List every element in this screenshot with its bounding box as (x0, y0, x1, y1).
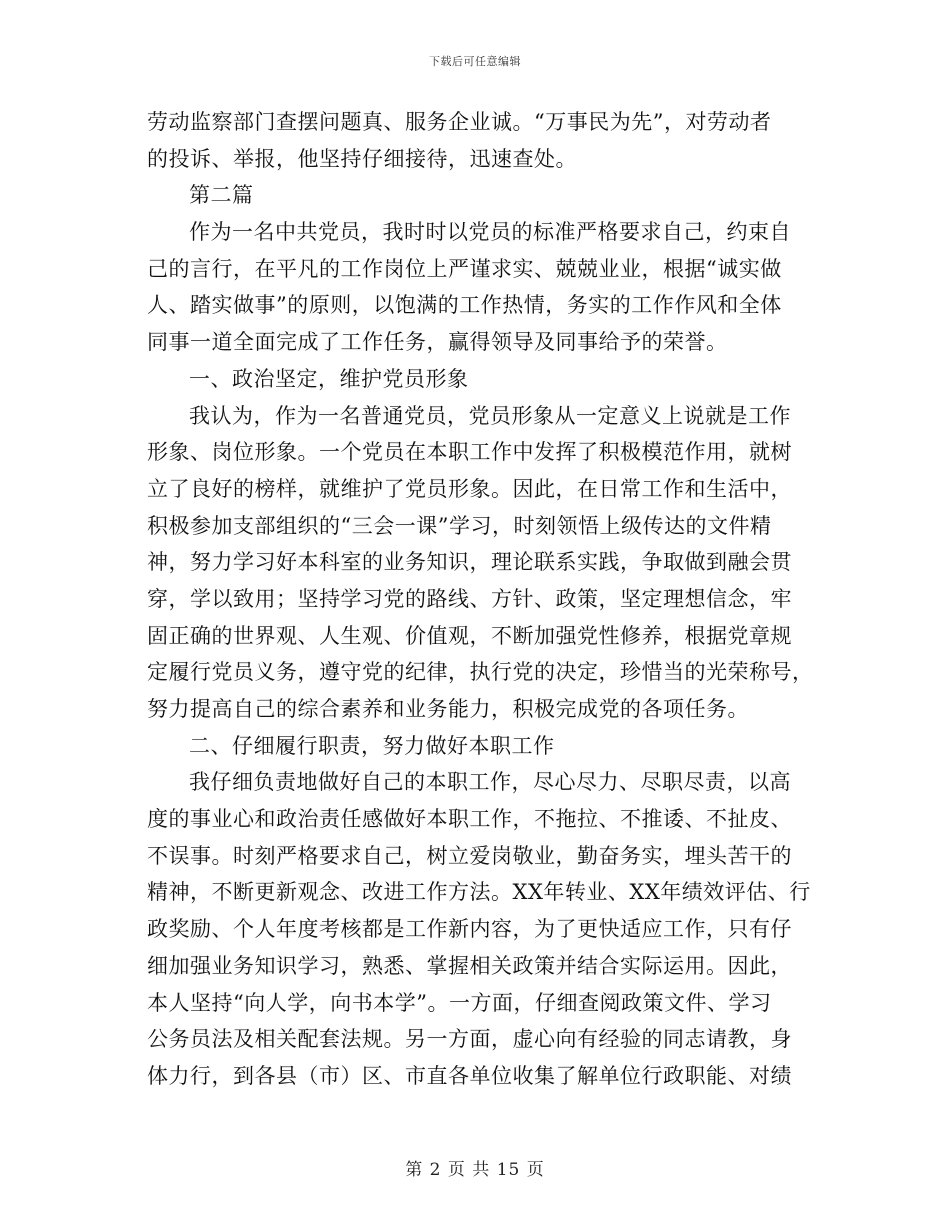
text-line: 细加强业务知识学习，熟悉、掌握相关政策并结合实际运用。因此， (147, 953, 792, 978)
text-line: 穿，学以致用；坚持学习党的路线、方针、政策，坚定理想信念，牢 (147, 586, 792, 611)
text-line: 的投诉、举报，他坚持仔细接待，迅速查处。 (147, 146, 577, 171)
text-line: 二、仔细履行职责，努力做好本职工作 (189, 733, 555, 758)
text-line: 努力提高自己的综合素养和业务能力，积极完成党的各项任务。 (147, 697, 749, 721)
text-line: 我仔细负责地做好自己的本职工作，尽心尽力、尽职尽责，以高 (189, 770, 791, 795)
text-line: 劳动监察部门查摆问题真、服务企业诚。“万事民为先”，对劳动者 (147, 110, 772, 134)
text-line: 度的事业心和政治责任感做好本职工作，不拖拉、不推诿、不扯皮、 (147, 807, 792, 832)
text-line: 作为一名中共党员，我时时以党员的标准严格要求自己，约束自 (189, 220, 791, 245)
text-line: 我认为，作为一名普通党员，党员形象从一定意义上说就是工作 (189, 403, 791, 428)
page-number-footer: 第 2 页 共 15 页 (405, 1160, 545, 1180)
document-body (147, 104, 814, 1095)
text-line: 定履行党员义务，遵守党的纪律，执行党的决定，珍惜当的光荣称号， (147, 660, 814, 685)
text-line: 立了良好的榜样，就维护了党员形象。因此，在日常工作和生活中， (147, 476, 792, 501)
text-line: 固正确的世界观、人生观、价值观，不断加强党性修养，根据党章规 (147, 623, 792, 648)
text-line: 精神，不断更新观念、改进工作方法。XX年转业、XX年绩效评估、行 (147, 880, 811, 905)
header-note: 下载后可任意编辑 (429, 55, 521, 68)
text-line: 本人坚持“向人学，向书本学”。一方面，仔细查阅政策文件、学习 (147, 990, 772, 1015)
text-line: 积极参加支部组织的“三会一课”学习，时刻领悟上级传达的文件精 (147, 513, 772, 538)
text-line: 形象、岗位形象。一个党员在本职工作中发挥了积极模范作用，就树 (147, 440, 792, 465)
text-line: 第二篇 (189, 183, 254, 208)
text-line: 不误事。时刻严格要求自己，树立爱岗敬业，勤奋务实，埋头苦干的 (147, 843, 792, 868)
text-line: 一、政治坚定，维护党员形象 (189, 366, 469, 391)
text-line: 人、踏实做事”的原则，以饱满的工作热情，务实的工作作风和全体 (147, 293, 782, 318)
text-line: 神，努力学习好本科室的业务知识，理论联系实践，争取做到融会贯 (147, 550, 792, 575)
text-line: 体力行，到各县（市）区、市直各单位收集了解单位行政职能、对绩 (147, 1063, 792, 1088)
text-line: 同事一道全面完成了工作任务，赢得领导及同事给予的荣誉。 (147, 330, 728, 355)
text-line: 政奖励、个人年度考核都是工作新内容，为了更快适应工作，只有仔 (147, 917, 792, 942)
text-line: 公务员法及相关配套法规。另一方面，虚心向有经验的同志请教，身 (147, 1027, 792, 1052)
text-line: 己的言行，在平凡的工作岗位上严谨求实、兢兢业业，根据“诚实做 (147, 256, 782, 281)
